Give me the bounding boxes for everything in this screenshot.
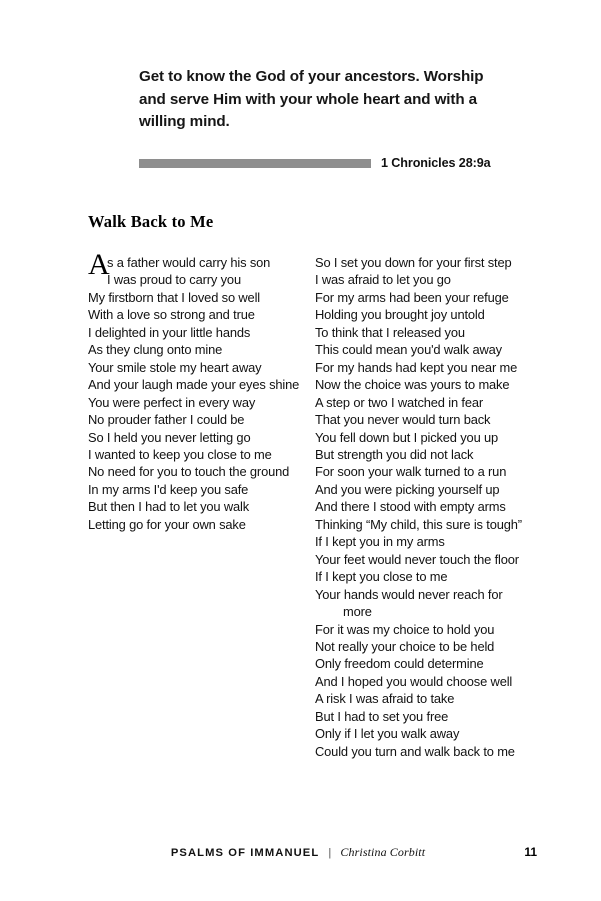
- poem-line: I wanted to keep you close to me: [88, 446, 272, 462]
- poem-line: Your smile stole my heart away: [88, 359, 262, 375]
- poem-line: This could mean you'd walk away: [315, 342, 502, 358]
- poem-line: With a love so strong and true: [88, 307, 255, 323]
- footer-separator: |: [328, 847, 332, 859]
- poem-line: But then I had to let you walk: [88, 499, 250, 515]
- footer-center: [88, 845, 508, 860]
- epigraph-text: Get to know the God of your ancestors. Worship and serve Him with your whole heart and with a willing mind.: [139, 68, 484, 130]
- poem-line: As they clung onto mine: [88, 342, 223, 358]
- poem-line: And there I stood with empty arms: [315, 499, 506, 515]
- poem-line: For soon your walk turned to a run: [315, 464, 507, 480]
- poem-line: For my hands had kept you near me: [315, 359, 518, 375]
- poem-line: You were perfect in every way: [88, 394, 256, 410]
- poem-line: And you were picking yourself up: [315, 481, 500, 497]
- poem-line: If I kept you in my arms: [315, 534, 445, 550]
- poem-line: Letting go for your own sake: [88, 516, 246, 532]
- attribution-rule: [139, 159, 371, 168]
- poem-line: If I kept you close to me: [315, 569, 448, 585]
- poem-line: To think that I released you: [315, 324, 465, 340]
- poem-line: Now the choice was yours to make: [315, 377, 510, 393]
- poem-line: I was afraid to let you go: [315, 272, 451, 288]
- epigraph-attribution-row: [139, 155, 497, 171]
- page-number: 11: [524, 845, 537, 859]
- poem-line: Your feet would never touch the floor: [315, 551, 519, 567]
- poem-line: That you never would turn back: [315, 412, 491, 428]
- poem-line: But I had to set you free: [315, 708, 449, 724]
- page-footer: [88, 845, 537, 863]
- poem-line: Could you turn and walk back to me: [315, 743, 515, 759]
- poem-line: No need for you to touch the ground: [88, 464, 290, 480]
- poem-line: s a father would carry his son: [107, 255, 271, 270]
- poem-line: Only freedom could determine: [315, 656, 484, 672]
- poem-line: You fell down but I picked you up: [315, 429, 499, 445]
- poem-line: I delighted in your little hands: [88, 324, 251, 340]
- footer-book-title: PSALMS OF IMMANUEL: [170, 847, 320, 859]
- poem-line: So I held you never letting go: [88, 429, 251, 445]
- poem-line: Your hands would never reach for: [315, 586, 503, 602]
- poem-line: For my arms had been your refuge: [315, 289, 509, 305]
- poem-line: And your laugh made your eyes shine: [88, 377, 300, 393]
- poem-line: more: [343, 604, 372, 620]
- poem-line: For it was my choice to hold you: [315, 621, 495, 637]
- dropcap-letter: A: [88, 248, 110, 281]
- epigraph-attribution: 1 Chronicles 28:9a: [381, 156, 491, 170]
- poem-line: In my arms I'd keep you safe: [88, 481, 249, 497]
- poem-line: No prouder father I could be: [88, 412, 245, 428]
- dropcap-block: [88, 248, 306, 289]
- poem-line: A step or two I watched in fear: [315, 394, 484, 410]
- poem-line: Thinking “My child, this sure is tough”: [315, 516, 522, 532]
- poem-line: Not really your choice to be held: [315, 638, 495, 654]
- poem-line: A risk I was afraid to take: [315, 691, 455, 707]
- poem-line: And I hoped you would choose well: [315, 673, 513, 689]
- poem-line: My firstborn that I loved so well: [88, 289, 261, 305]
- poem-line: But strength you did not lack: [315, 446, 474, 462]
- poem-line: I was proud to carry you: [107, 272, 241, 288]
- poem-left-column: [88, 248, 306, 533]
- poem-line: Only if I let you walk away: [315, 726, 460, 742]
- poem-title: Walk Back to Me: [88, 212, 214, 231]
- poem-line: Holding you brought joy untold: [315, 307, 485, 323]
- poem-line: So I set you down for your first step: [315, 255, 512, 270]
- footer-author: Christina Corbitt: [340, 845, 426, 859]
- poem-right-column: [315, 254, 543, 760]
